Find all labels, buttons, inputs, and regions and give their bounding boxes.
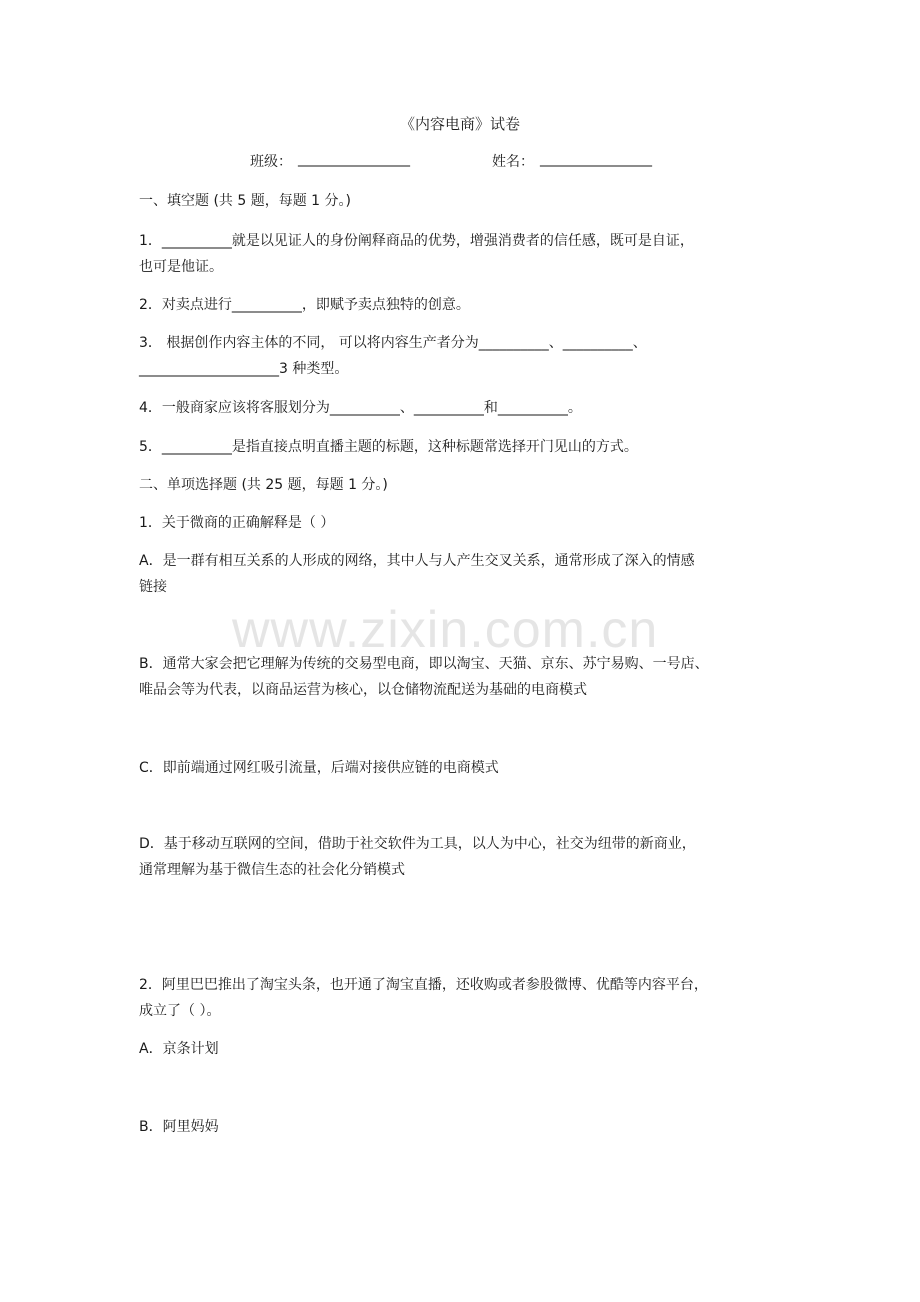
choice-q2-option-a: A．京条计划 xyxy=(139,1041,219,1057)
fill-q1-line2: 也可是他证。 xyxy=(139,259,223,275)
class-blank: ________________ xyxy=(298,151,410,167)
choice-q1-option-a-line2: 链接 xyxy=(139,579,167,595)
choice-q2-option-b: B．阿里妈妈 xyxy=(139,1119,219,1135)
fill-q3-line2: ____________________3 种类型。 xyxy=(139,361,349,377)
choice-q1-option-b-line2: 唯品会等为代表，以商品运营为核心，以仓储物流配送为基础的电商模式 xyxy=(139,682,587,698)
choice-q1-option-a-line1: A．是一群有相互关系的人形成的网络，其中人与人产生交叉关系，通常形成了深入的情感 xyxy=(139,553,695,569)
exam-title: 《内容电商》试卷 xyxy=(399,115,520,133)
watermark: www.zixin.com.cn xyxy=(232,601,659,659)
choice-q1-stem: 1．关于微商的正确解释是（ ） xyxy=(139,515,335,531)
name-blank: ________________ xyxy=(540,151,652,167)
choice-q1-option-b-line1: B．通常大家会把它理解为传统的交易型电商，即以淘宝、天猫、京东、苏宁易购、一号店、 xyxy=(139,656,709,672)
choice-q2-stem-line2: 成立了（ ）。 xyxy=(139,1003,221,1019)
fill-q4: 4．一般商家应该将客服划分为__________、__________和__________。 xyxy=(139,400,582,416)
fill-q5: 5．__________是指直接点明直播主题的标题，这种标题常选择开门见山的方式。 xyxy=(139,439,638,455)
section-heading-fill-blank: 一、填空题 (共 5 题，每题 1 分。) xyxy=(139,193,351,209)
choice-q1-option-d-line2: 通常理解为基于微信生态的社会化分销模式 xyxy=(139,862,405,878)
section-heading-single-choice: 二、单项选择题 (共 25 题，每题 1 分。) xyxy=(139,477,388,493)
fill-q1-line1: 1．__________就是以见证人的身份阐释商品的优势，增强消费者的信任感，既可是自证， xyxy=(139,233,694,249)
choice-q2-stem-line1: 2．阿里巴巴推出了淘宝头条，也开通了淘宝直播，还收购或者参股微博、优酷等内容平台， xyxy=(139,977,708,993)
fill-q3-line1: 3． 根据创作内容主体的不同， 可以将内容生产者分为__________、__________、 xyxy=(139,335,647,351)
name-label: 姓名： xyxy=(492,154,534,170)
fill-q2: 2．对卖点进行__________，即赋予卖点独特的创意。 xyxy=(139,297,470,313)
class-label: 班级： xyxy=(250,154,292,170)
choice-q1-option-d-line1: D．基于移动互联网的空间，借助于社交软件为工具，以人为中心，社交为纽带的新商业， xyxy=(139,836,696,852)
choice-q1-option-c: C．即前端通过网红吸引流量，后端对接供应链的电商模式 xyxy=(139,760,499,776)
